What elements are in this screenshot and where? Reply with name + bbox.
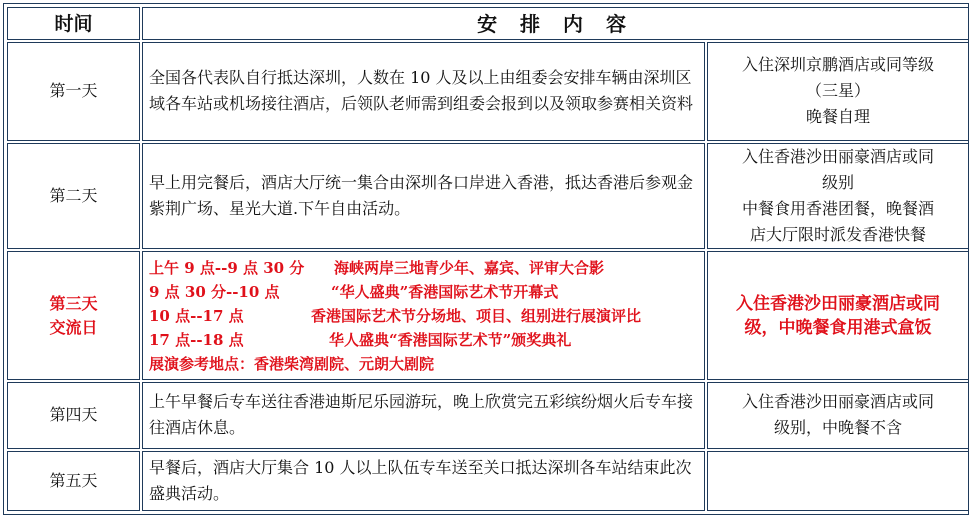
day-label: 第四天 — [7, 382, 140, 448]
day-content: 全国各代表队自行抵达深圳，人数在 10 人及以上由组委会安排车辆由深圳区域各车站或机场接往酒店，后领队老师需到组委会报到以及领取参赛相关资料 — [142, 42, 705, 141]
table-row — [7, 42, 969, 141]
day-lodging — [707, 251, 969, 380]
schedule-time: 9 点 30 分--10 点 — [149, 282, 280, 301]
schedule-event: 香港国际艺术节分场地、项目、组别进行展演评比 — [311, 306, 642, 325]
lodging-line: 入住香港沙田丽豪酒店或同 — [736, 293, 940, 314]
day-label-line: 第三天 — [49, 293, 98, 313]
table-row — [7, 143, 969, 250]
lodging-line: 级别 — [822, 173, 855, 193]
lodging-line: 晚餐自理 — [806, 107, 871, 127]
schedule-line — [149, 328, 698, 352]
schedule-venue: 展演参考地点：香港柴湾剧院、元朗大剧院 — [149, 354, 435, 373]
schedule-line — [149, 256, 698, 280]
schedule-event: 华人盛典“香港国际艺术节”颁奖典礼 — [329, 330, 572, 349]
schedule-event: “华人盛典”香港国际艺术节开幕式 — [331, 282, 559, 301]
lodging-line: 级别，中晚餐不含 — [774, 418, 903, 438]
header-time: 时间 — [7, 7, 140, 40]
schedule-time: 17 点--18 点 — [149, 330, 244, 349]
lodging-line: 中餐食用香港团餐，晚餐酒 — [742, 199, 935, 219]
header-content: 安 排 内 容 — [142, 7, 969, 40]
day-lodging — [707, 143, 969, 250]
lodging-line: 入住香港沙田丽豪酒店或同 — [742, 392, 935, 412]
day-label-line: 交流日 — [49, 317, 98, 337]
table-row — [7, 451, 969, 511]
header-row — [7, 7, 969, 40]
day-content: 早上用完餐后，酒店大厅统一集合由深圳各口岸进入香港，抵达香港后参观金紫荆广场、星光大道.下午自由活动。 — [142, 143, 705, 250]
schedule-time: 上午 9 点--9 点 30 分 — [149, 258, 305, 277]
day-label: 第五天 — [7, 451, 140, 511]
day-lodging — [707, 382, 969, 448]
day-content: 早餐后，酒店大厅集合 10 人以上队伍专车送至关口抵达深圳各车站结束此次盛典活动。 — [142, 451, 705, 511]
day-label: 第二天 — [7, 143, 140, 250]
day-lodging-empty — [707, 451, 969, 511]
schedule-line — [149, 304, 698, 328]
day-label: 第一天 — [7, 42, 140, 141]
schedule-table — [5, 5, 971, 513]
lodging-line: 入住香港沙田丽豪酒店或同 — [742, 147, 935, 167]
lodging-line: 店大厅限时派发香港快餐 — [750, 225, 927, 245]
lodging-line: 入住深圳京鹏酒店或同等级 — [742, 55, 935, 75]
day-label — [7, 251, 140, 380]
schedule-line — [149, 280, 698, 304]
lodging-line: 级，中晚餐食用港式盒饭 — [744, 317, 932, 338]
table-row — [7, 251, 969, 380]
day-schedule — [142, 251, 705, 380]
day-content: 上午早餐后专车送往香港迪斯尼乐园游玩，晚上欣赏完五彩缤纷烟火后专车接往酒店休息。 — [142, 382, 705, 448]
schedule-table-frame — [3, 3, 969, 515]
schedule-time: 10 点--17 点 — [149, 306, 244, 325]
lodging-line: （三星） — [806, 81, 871, 101]
day-lodging — [707, 42, 969, 141]
table-row — [7, 382, 969, 448]
schedule-event: 海峡两岸三地青少年、嘉宾、评审大合影 — [334, 258, 605, 277]
